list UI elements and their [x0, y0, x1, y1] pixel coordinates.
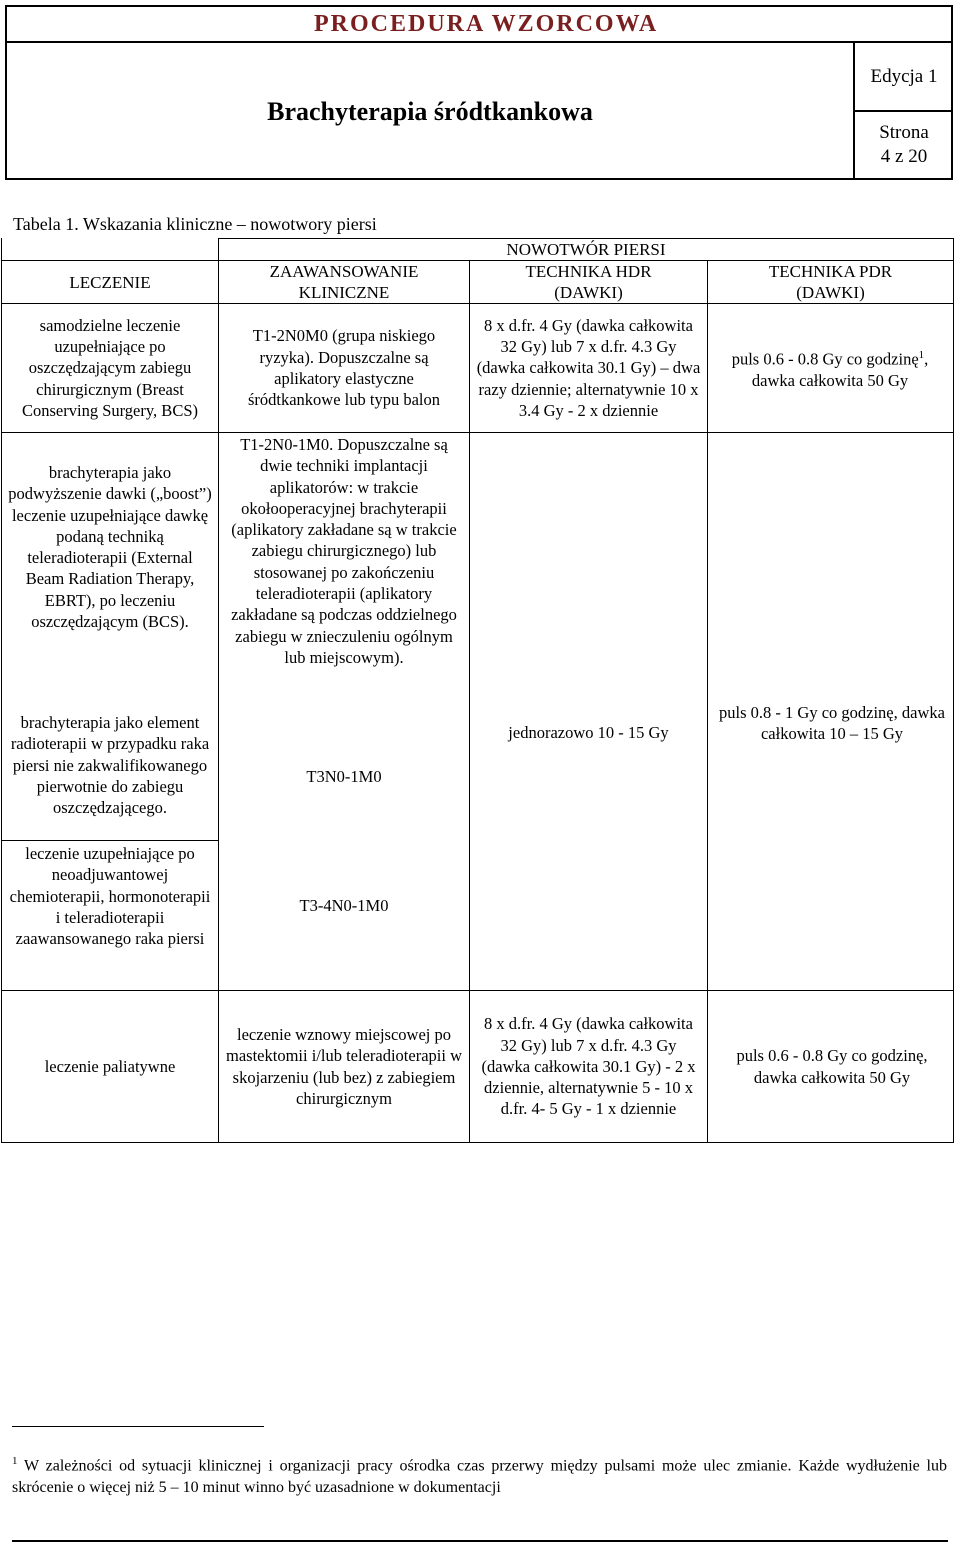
- column-header-pdr-text: TECHNIKA PDR (DAWKI): [768, 262, 893, 302]
- column-header-stage-text: ZAAWANSOWANIE KLINICZNE: [269, 262, 419, 302]
- treatment-cell: samodzielne leczenie uzupełniające po oszczędzającym zabiegu chirurgicznym (Breast Conserving Surgery, BCS): [21, 315, 198, 420]
- footnote-ref: 1: [918, 348, 925, 361]
- footnote-separator: [12, 1426, 264, 1427]
- stage-cell: T1-2N0-1M0. Dopuszczalne są dwie techniki implantacji aplikatorów: w trakcie okołooperacyjnej brachyterapii (aplikatory zakładane są w trakcie zabiegu chirurgicznego) lub stosowanej po zakończeniu teleradioterapii (aplikatory zakładane są podczas oddzielnego zabiegu w znieczuleniu ogólnym lub miejscowym).: [231, 435, 457, 667]
- pdr-dose-cell: puls 0.8 - 1 Gy co godzinę, dawka całkowita 10 – 15 Gy: [719, 702, 945, 743]
- page-indicator: [855, 112, 953, 178]
- footnote-marker: 1: [12, 1455, 18, 1467]
- pdr-dose-part: puls 0.6 - 0.8 Gy co godzinę: [731, 349, 919, 369]
- column-header-hdr: [470, 261, 707, 303]
- column-divider: [707, 260, 708, 1143]
- stage-cell: T3N0-1M0: [306, 767, 382, 787]
- page-number: 4 z 20: [880, 146, 928, 167]
- hdr-dose-cell: jednorazowo 10 - 15 Gy: [508, 723, 669, 743]
- treatment-cell: leczenie paliatywne: [44, 1056, 176, 1076]
- footnote: [12, 1450, 947, 1499]
- row-divider: [1, 840, 219, 841]
- page-label: Strona: [879, 122, 929, 143]
- column-divider: [469, 260, 470, 1143]
- procedure-banner: [7, 7, 951, 43]
- hdr-dose-cell: 8 x d.fr. 4 Gy (dawka całkowita 32 Gy) lub 7 x d.fr. 4.3 Gy (dawka całkowita 30.1 Gy) - 2 x dziennie, alternatywnie 5 - 10 x d.fr. 4- 5 Gy - 1 x dziennie: [481, 1014, 696, 1119]
- stage-cell: leczenie wznowy miejscowej po mastektomii i/lub teleradioterapii w skojarzeniu (lub bez) z zabiegiem chirurgicznym: [226, 1024, 462, 1108]
- row-divider: [1, 432, 954, 433]
- table-border: [953, 238, 954, 1143]
- footnote-text: W zależności od sytuacji klinicznej i organizacji pracy ośrodka czas przerwy między pulsami może ulec zmianie. Każde wydłużenie lub skrócenie o więcej niż 5 – 10 minut winno być uzasadnione w dokumentacji: [12, 1457, 947, 1497]
- table-border: [1, 1142, 954, 1143]
- document-title: Brachyterapia śródtkankowa: [267, 96, 593, 126]
- column-header-hdr-text: TECHNIKA HDR (DAWKI): [525, 262, 652, 302]
- table-border: [1, 238, 2, 1143]
- table-caption: Tabela 1. Wskazania kliniczne – nowotwory piersi: [13, 214, 377, 234]
- pdr-dose-text: [712, 345, 948, 391]
- pdr-dose-part: , dawka całkowita 50 Gy: [751, 349, 929, 390]
- treatment-cell: brachyterapia jako element radioterapii w przypadku raka piersi nie zakwalifikowanego pierwotnie do zabiegu oszczędzającego.: [10, 713, 210, 818]
- pdr-dose-cell: [712, 304, 948, 432]
- hdr-dose-cell: 8 x d.fr. 4 Gy (dawka całkowita 32 Gy) lub 7 x d.fr. 4.3 Gy (dawka całkowita 30.1 Gy) – dwa razy dziennie; alternatywnie 10 x 3.4 Gy - 2 x dziennie: [476, 315, 701, 420]
- pdr-dose-cell: puls 0.6 - 0.8 Gy co godzinę, dawka całkowita 50 Gy: [736, 1046, 928, 1087]
- edition-label: Edycja 1: [855, 43, 953, 112]
- column-divider: [218, 260, 219, 1143]
- header-meta: [853, 43, 953, 180]
- stage-cell: T3-4N0-1M0: [299, 896, 389, 916]
- stage-cell: T1-2N0M0 (grupa niskiego ryzyka). Dopuszczalne są aplikatory elastyczne śródtkankowe lub typu balon: [247, 326, 440, 410]
- page-bottom-rule: [12, 1540, 948, 1542]
- group-header: NOWOTWÓR PIERSI: [506, 240, 666, 259]
- treatment-cell: leczenie uzupełniające po neoadjuwantowej chemioterapii, hormonoterapii i teleradioterapii zaawansowanego raka piersi: [9, 844, 211, 949]
- treatment-cell: brachyterapia jako podwyższenie dawki („boost”) leczenie uzupełniające dawkę podaną techniką teleradioterapii (External Beam Radiation Therapy, EBRT), po leczeniu oszczędzającym (BCS).: [8, 463, 212, 632]
- column-header-pdr: [708, 261, 953, 303]
- document-header: [5, 5, 953, 180]
- column-header-stage: [219, 261, 469, 303]
- column-header-treatment: LECZENIE: [69, 272, 151, 292]
- procedure-label: PROCEDURA WZORCOWA: [314, 11, 659, 37]
